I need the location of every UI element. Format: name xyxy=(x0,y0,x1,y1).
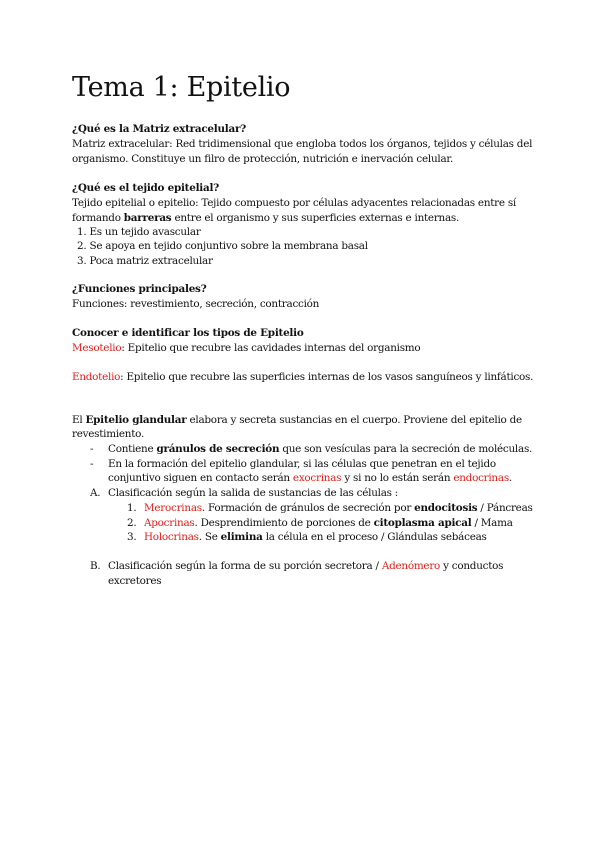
list-marker-b: B. xyxy=(90,560,101,572)
bullet-item: En la formación del epitelio glandular, si las células que penetran en el tejido xyxy=(108,458,496,470)
classification-a: Clasificación según la salida de sustancias de las células : xyxy=(108,487,399,499)
list-item: 3. Poca matriz extracelular xyxy=(77,255,213,267)
bullet-item: Contiene gránulos de secreción que son vesículas para la secreción de moléculas. xyxy=(108,443,533,455)
term-mesotelio: Mesotelio xyxy=(72,342,122,354)
section-heading-tejido: ¿Qué es el tejido epitelial? xyxy=(72,182,220,194)
sublist-number: 3. xyxy=(127,531,137,543)
section-heading-matriz: ¿Qué es la Matriz extracelular? xyxy=(72,123,247,135)
list-marker-a: A. xyxy=(90,487,101,499)
bold-term: endocitosis xyxy=(414,502,478,514)
term-holocrinas: Holocrinas xyxy=(144,531,199,543)
paragraph-line: revestimiento. xyxy=(72,428,145,440)
term-endocrinas: endocrinas xyxy=(453,472,509,484)
paragraph-line: formando barreras entre el organismo y sus superficies externas e internas. xyxy=(72,212,460,224)
section-heading-tipos: Conocer e identificar los tipos de Epitelio xyxy=(72,327,304,339)
sublist-item-merocrinas: Merocrinas. Formación de gránulos de secreción por endocitosis / Páncreas xyxy=(144,502,533,514)
sublist-item-holocrinas: Holocrinas. Se elimina la célula en el proceso / Glándulas sebáceas xyxy=(144,531,487,543)
term-merocrinas: Merocrinas xyxy=(144,502,202,514)
paragraph-line: Funciones: revestimiento, secreción, contracción xyxy=(72,298,320,310)
list-item: 1. Es un tejido avascular xyxy=(77,226,201,238)
classification-b: Clasificación según la forma de su porción secretora / Adenómero y conductos xyxy=(108,560,504,572)
sublist-number: 1. xyxy=(127,502,137,514)
term-endotelio: Endotelio xyxy=(72,371,121,383)
paragraph-line: organismo. Constituye un filro de protección, nutrición e inervación celular. xyxy=(72,153,454,165)
bold-term: barreras xyxy=(123,212,172,224)
term-adenomero: Adenómero xyxy=(381,560,441,572)
bold-term: gránulos de secreción xyxy=(156,443,280,455)
endotelio-line: Endotelio: Epitelio que recubre las superficies internas de los vasos sanguíneos y linfáticos. xyxy=(72,371,534,383)
mesotelio-line: Mesotelio: Epitelio que recubre las cavidades internas del organismo xyxy=(72,342,421,354)
classification-b-continued: excretores xyxy=(108,575,162,587)
section-heading-funciones: ¿Funciones principales? xyxy=(72,283,207,295)
list-item: 2. Se apoya en tejido conjuntivo sobre la membrana basal xyxy=(77,240,368,252)
paragraph-line: El Epitelio glandular elabora y secreta sustancias en el cuerpo. Proviene del epitelio de xyxy=(72,414,522,426)
bullet-dash: - xyxy=(90,443,94,455)
sublist-number: 2. xyxy=(127,517,137,529)
bold-term: Epitelio glandular xyxy=(85,414,187,426)
bold-term: elimina xyxy=(220,531,263,543)
paragraph-line: Matriz extracelular: Red tridimensional que engloba todos los órganos, tejidos y células del xyxy=(72,138,533,150)
paragraph-line: Tejido epitelial o epitelio: Tejido compuesto por células adyacentes relacionadas entre sí xyxy=(72,197,517,209)
term-exocrinas: exocrinas xyxy=(292,472,342,484)
term-apocrinas: Apocrinas xyxy=(144,517,195,529)
sublist-item-apocrinas: Apocrinas. Desprendimiento de porciones de citoplasma apical / Mama xyxy=(144,517,513,529)
bullet-item-continued: conjuntivo siguen en contacto serán exocrinas y si no lo están serán endocrinas. xyxy=(108,472,512,484)
page-title: Tema 1: Epitelio xyxy=(72,72,291,103)
bold-term: citoplasma apical xyxy=(373,517,472,529)
bullet-dash: - xyxy=(90,458,94,470)
